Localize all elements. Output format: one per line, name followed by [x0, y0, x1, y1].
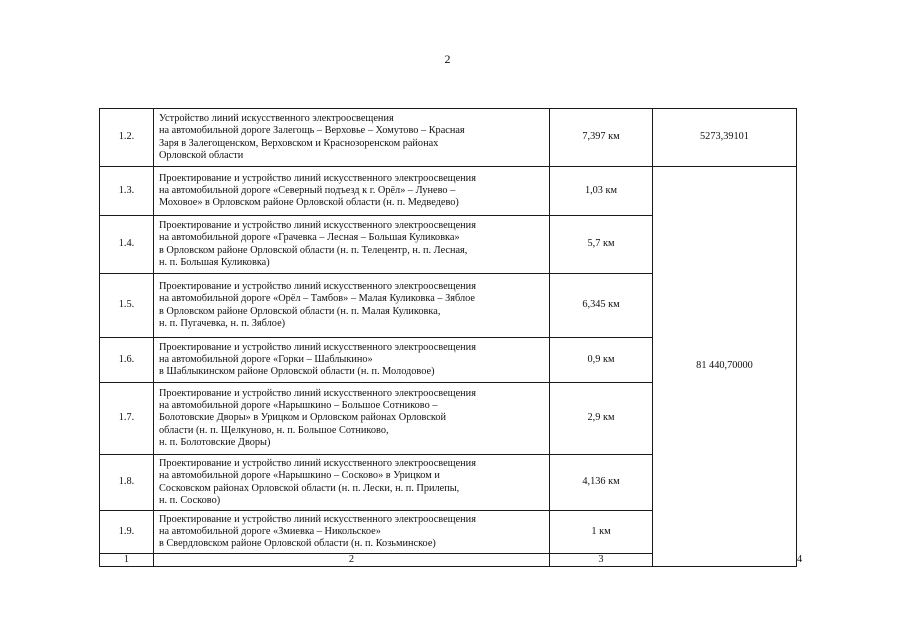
row-description: Проектирование и устройство линий искусственного электроосвещения на автомобильной дороге «Грачевка – Лесная – Большая Куликовка» в Орловском районе Орловской области (н. п. Телецентр, н. п. Лесная, н. п. Большая Куликовка) [154, 216, 550, 274]
row-length: 1,03 км [550, 167, 653, 216]
row-number: 1.7. [100, 383, 154, 455]
row-description: Устройство линий искусственного электроосвещения на автомобильной дороге Залегощь – Верховье – Хомутово – Красная Заря в Залегощенском, Верховском и Краснозоренском районах Орловской области [154, 109, 550, 167]
row-length: 2,9 км [550, 383, 653, 455]
row-number: 1.3. [100, 167, 154, 216]
row-length: 5,7 км [550, 216, 653, 274]
row-length: 7,397 км [550, 109, 653, 167]
row-number: 1.5. [100, 274, 154, 338]
row-number: 1.8. [100, 455, 154, 511]
row-cost: 5273,39101 [653, 109, 797, 167]
merged-cost-cell: 81 440,70000 [653, 167, 797, 567]
table-row [100, 109, 797, 167]
row-length: 0,9 км [550, 338, 653, 383]
row-description: Проектирование и устройство линий искусственного электроосвещения на автомобильной дороге «Северный подъезд к г. Орёл» – Лунево – Моховое» в Орловском районе Орловской области (н. п. Медведево) [154, 167, 550, 216]
row-description: Проектирование и устройство линий искусственного электроосвещения на автомобильной дороге «Нарышкино – Большое Сотниково – Болотовские Дворы» в Урицком и Орловском районах Орловской области (н. п. Щелкуново, н. п. Большое Сотниково, н. п. Болотовские Дворы) [154, 383, 550, 455]
row-length: 6,345 км [550, 274, 653, 338]
row-description: Проектирование и устройство линий искусственного электроосвещения на автомобильной дороге «Горки – Шаблыкино» в Шаблыкинском районе Орловской области (н. п. Молодовое) [154, 338, 550, 383]
row-number: 1.6. [100, 338, 154, 383]
column-number: 2 [154, 554, 550, 567]
row-description: Проектирование и устройство линий искусственного электроосвещения на автомобильной дороге «Орёл – Тамбов» – Малая Куликовка – Зяблое в Орловском районе Орловской области (н. п. Малая Куликовка, н. п. Пугачевка, н. п. Зяблое) [154, 274, 550, 338]
column-number: 3 [550, 554, 653, 567]
row-length: 1 км [550, 511, 653, 554]
works-table [99, 108, 803, 567]
column-numbers-row: 1 2 3 4 [100, 554, 797, 567]
page-number: 2 [444, 52, 451, 66]
row-number: 1.2. [100, 109, 154, 167]
row-number: 1.4. [100, 216, 154, 274]
column-number: 1 [100, 554, 154, 567]
table-row [100, 167, 797, 216]
row-length: 4,136 км [550, 455, 653, 511]
row-number: 1.9. [100, 511, 154, 554]
row-description: Проектирование и устройство линий искусственного электроосвещения на автомобильной дороге «Нарышкино – Сосково» в Урицком и Сосковском районах Орловской области (н. п. Лески, н. п. Прилепы, н. п. Сосково) [154, 455, 550, 511]
row-description: Проектирование и устройство линий искусственного электроосвещения на автомобильной дороге «Змиевка – Никольское» в Свердловском районе Орловской области (н. п. Козьминское) [154, 511, 550, 554]
